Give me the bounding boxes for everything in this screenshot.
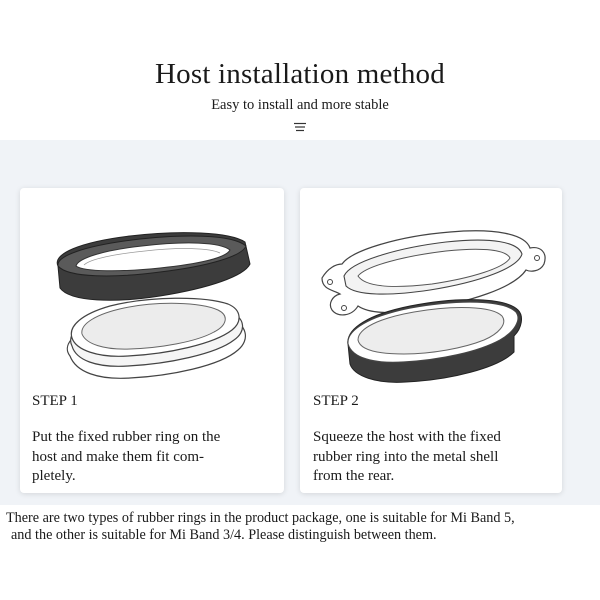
step-2-description xyxy=(313,428,553,487)
rubber-ring-and-host-icon xyxy=(20,206,284,391)
step-1-description xyxy=(32,428,277,487)
footer-note xyxy=(6,510,596,544)
step-1-line: pletely. xyxy=(32,468,76,484)
metal-shell-and-host-icon xyxy=(300,206,562,391)
step-2-line: from the rear. xyxy=(313,468,395,484)
footer-line: and the other is suitable for Mi Band 3/4. Please distinguish between them. xyxy=(11,527,437,543)
step-1-label: STEP 1 xyxy=(32,393,78,409)
page-title: Host installation method xyxy=(155,58,445,90)
step-2-line: Squeeze the host with the fixed xyxy=(313,429,501,445)
step-2-card xyxy=(300,188,562,493)
step-1-line: host and make them fit com- xyxy=(32,448,205,465)
page-subtitle: Easy to install and more stable xyxy=(211,97,389,113)
step-1-card xyxy=(20,188,284,493)
step-2-label: STEP 2 xyxy=(313,393,359,409)
header xyxy=(0,0,600,140)
step-1-line: Put the fixed rubber ring on the xyxy=(32,429,221,445)
menu-icon xyxy=(288,122,312,132)
step-2-line: rubber ring into the metal shell xyxy=(313,448,499,465)
footer-line: There are two types of rubber rings in the product package, one is suitable for Mi Band 5, xyxy=(6,510,515,526)
